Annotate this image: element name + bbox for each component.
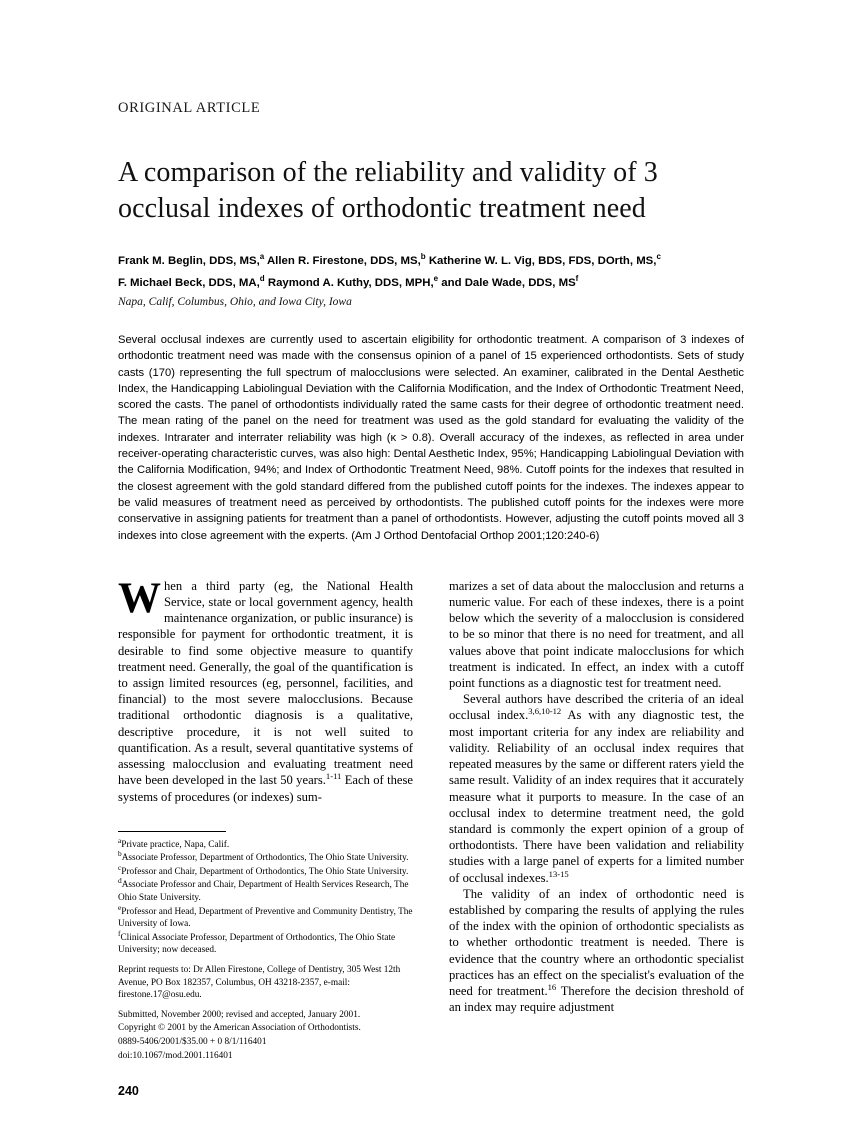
column-right bbox=[449, 578, 744, 1098]
footnote-rule bbox=[118, 831, 226, 832]
article-content bbox=[118, 100, 744, 1098]
footnote-copyright: Copyright © 2001 by the American Association of Orthodontists. bbox=[118, 1023, 361, 1034]
footnote-issn: 0889-5406/2001/$35.00 + 0 8/1/116401 bbox=[118, 1037, 267, 1048]
column-right-body bbox=[449, 578, 744, 1015]
page-number: 240 bbox=[118, 1084, 139, 1099]
body-columns bbox=[118, 574, 744, 1099]
footnote-reprint: Reprint requests to: Dr Allen Firestone, College of Dentistry, 305 West 12th Avenue, PO Box 182357, Columbus, OH 43218-2357, e-mail: firestone.17@osu.edu. bbox=[118, 965, 401, 1001]
footnote-item: $^c$Professor and Chair, Department of Orthodontics, The Ohio State University. bbox=[118, 862, 409, 877]
paragraph: Several authors have described the criteria of an ideal occlusal index.$^{3,6,10-12}$ As with any diagnostic test, the most important criteria for any index are reliability and validity. Reliability of an occlusal index requires that repeated measures by the same or different raters yield the same result. Validity of an index requires that it accurately measure what it purports to measure. In the case of an occlusal index to determine treatment need, the gold standard is commonly the expert opinion of a group of orthodontists. There have been validation and reliability studies with a large panel of experts for a limited number of occlusal indexes.$^{13-15}$ bbox=[449, 692, 744, 885]
footnote-item: $^a$Private practice, Napa, Calif. bbox=[118, 835, 230, 850]
footnote-doi: doi:10.1067/mod.2001.116401 bbox=[118, 1050, 233, 1061]
drop-cap: W bbox=[118, 574, 161, 622]
authors-line-1: Frank M. Beglin, DDS, MS,$^a$ Allen R. Firestone, DDS, MS,$^b$ Katherine W. L. Vig, BDS, FDS, DOrth, MS,$^c$ bbox=[118, 252, 661, 267]
footnote-submitted: Submitted, November 2000; revised and accepted, January 2001. bbox=[118, 1009, 361, 1020]
footnote-item: $^b$Associate Professor, Department of Orthodontics, The Ohio State University. bbox=[118, 849, 409, 864]
affiliations-line: Napa, Calif, Columbus, Ohio, and Iowa City, Iowa bbox=[118, 296, 352, 308]
authors-line-2: F. Michael Beck, DDS, MA,$^d$ Raymond A. Kuthy, DDS, MPH,$^e$ and Dale Wade, DDS, $MS^f$ bbox=[118, 273, 579, 289]
paragraph: marizes a set of data about the malocclusion and returns a numeric value. For each of these indexes, there is a point below which the severity of a malocclusion is considered to be so minor that there is no need for treatment, and all values above that point indicate malocclusions for which treatment is indicated. In effect, an index with a cutoff point functions as a diagnostic test for treatment need. bbox=[449, 578, 744, 691]
footnote-item: $^e$Professor and Head, Department of Preventive and Community Dentistry, The University of Iowa. bbox=[118, 902, 413, 930]
footnote-item: $^d$Associate Professor and Chair, Department of Health Services Research, The Ohio State University. bbox=[118, 876, 409, 904]
page-title: A comparison of the reliability and validity of 3 occlusal indexes of orthodontic treatment need bbox=[118, 157, 658, 224]
footnotes-block bbox=[118, 831, 413, 1063]
column-left bbox=[118, 574, 414, 1099]
article-type-label: ORIGINAL ARTICLE bbox=[118, 100, 261, 116]
column-left-body: When a third party (eg, the National Health Service, state or local government agency, health maintenance organization, or public insurance) is responsible for payment for orthodontic treatment, it is desirable to find some objective measure to quantify treatment need. Generally, the goal of the quantification is to assign limited resources (eg, personnel, facilities, and financial) to the most severe malocclusions. Because traditional orthodontic diagnosis is a qualitative, descriptive procedure, it is not well suited to quantification. As a result, several quantitative systems of assessing malocclusion and evaluating treatment need have been developed in the last 50 years.$^{1-11}$ Each of these systems of procedures (or indexes) sum- bbox=[118, 574, 414, 804]
footnote-item: $^f$Clinical Associate Professor, Department of Orthodontics, The Ohio State University; now deceased. bbox=[118, 928, 396, 956]
paragraph: The validity of an index of orthodontic need is established by comparing the results of applying the rules of the index with the opinion of orthodontic specialists as to whether orthodontic treatment is needed. There is evidence that the country where an orthodontic specialist practices has an effect on the specialist's evaluation of the need for treatment.$^{16}$ Therefore the decision threshold of an index may require adjustment bbox=[449, 886, 744, 1015]
abstract-text: Several occlusal indexes are currently used to ascertain eligibility for orthodontic treatment. A comparison of 3 indexes of orthodontic treatment need was made with the consensus opinion of a panel of 15 experienced orthodontists. Sets of study casts (170) representing the full spectrum of malocclusions were selected. An examiner, calibrated in the Dental Aesthetic Index, the Handicapping Labiolingual Deviation with the California Modification, and the Index of Orthodontic Treatment Need, scored the casts. The panel of orthodontists individually rated the same casts for their degree of orthodontic treatment need. The mean rating of the panel on the need for treatment was used as the gold standard for evaluating the validity of the indexes. Intrarater and interrater reliability was high (κ > 0.8). Overall accuracy of the indexes, as reflected in area under receiver-operating characteristic curves, was also high: Dental Aesthetic Index, 95%; Handicapping Labiolingual Deviation with the California Modification, 94%; and Index of Orthodontic Treatment Need, 98%. Cutoff points for the indexes that resulted in the closest agreement with the gold standard differed from the published cutoff points for the indexes. The indexes appear to be valid measures of treatment need as perceived by orthodontists. The published cutoff points for the indexes were more conservative in assigning patients for treatment than a panel of orthodontists. However, adjusting the cutoff points moved all 3 indexes into close agreement with the experts. (Am J Orthod Dentofacial Orthop 2001;120:240-6) bbox=[118, 334, 744, 542]
